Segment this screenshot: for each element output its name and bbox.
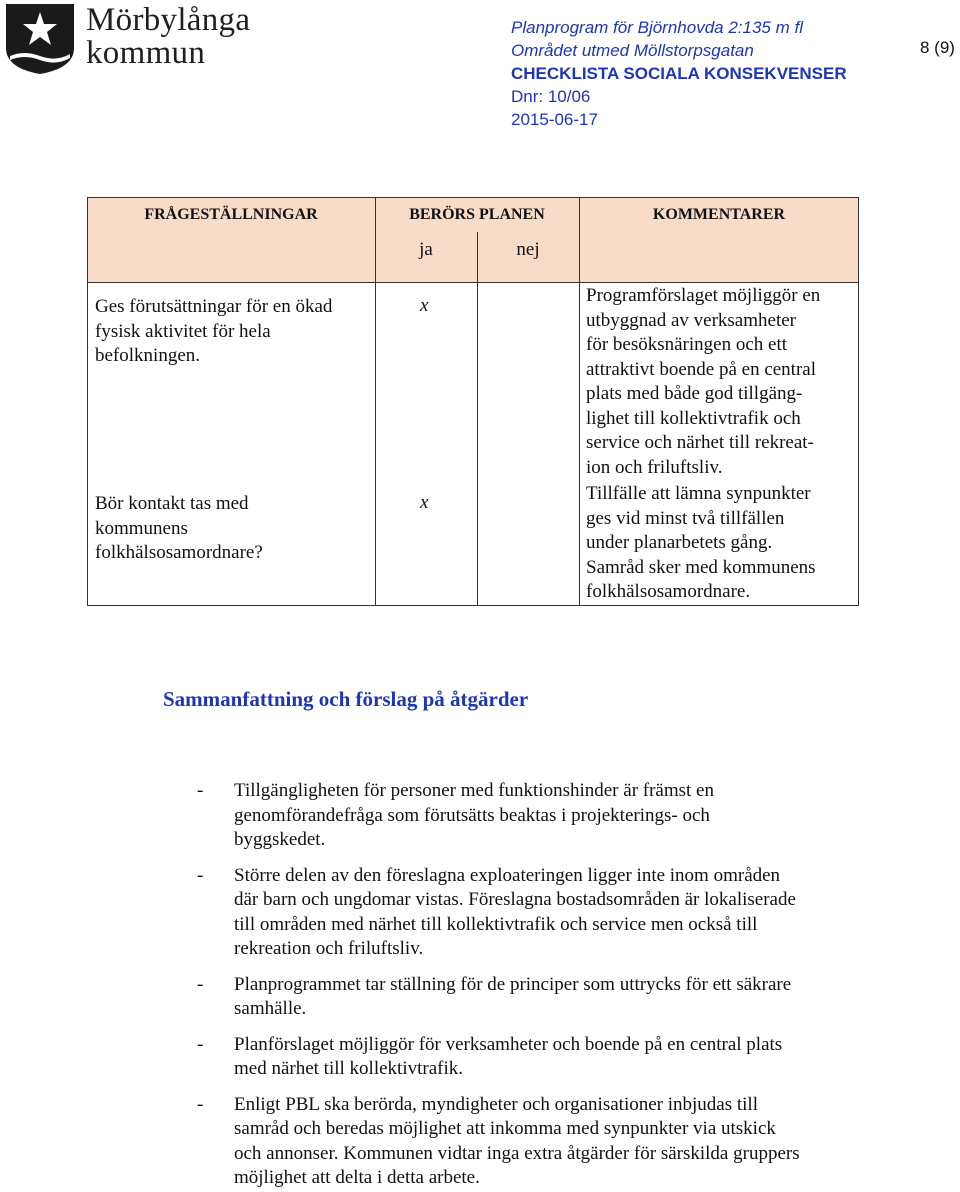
yes-mark: x	[420, 295, 429, 316]
list-item: - Tillgängligheten för personer med funktionshinder är främst en genomförandefråga som förutsätts beaktas i projekterings- och byggskedet.	[197, 780, 714, 850]
document-header	[511, 16, 847, 131]
logo-name-line1: Mörbylånga	[86, 2, 251, 38]
header-questions: FRÅGESTÄLLNINGAR	[144, 206, 318, 223]
table-row-comment: Programförslaget möjliggör en utbyggnad av verksamheter för besöksnäringen och ett attraktivt boende på en central plats med både god tillgäng- lighet till kollektivtrafik och service och närhet till rekreat- ion och friluftsliv.	[586, 285, 821, 478]
header-yes: ja	[419, 239, 433, 260]
header-no: nej	[516, 239, 540, 260]
list-item: - Enligt PBL ska berörda, myndigheter och organisationer inbjudas till samråd och beredas möjlighet att inkomma med synpunkter via utskick och annonser. Kommunen vidtar inga extra åtgärder för särskilda gruppers möjlighet att delta i detta arbete.	[197, 1093, 800, 1188]
column-divider	[579, 197, 580, 606]
municipality-logo	[4, 2, 254, 78]
dash-bullet: -	[197, 780, 204, 801]
table-row-comment: Tillfälle att lämna synpunkter ges vid minst två tillfällen under planarbetets gång. Samråd sker med kommunens folkhälsosamordnare.	[586, 483, 816, 602]
coat-of-arms-icon	[4, 2, 76, 76]
table-row-question: Ges förutsättningar för en ökad fysisk aktivitet för hela befolkningen.	[95, 296, 333, 366]
header-comments: KOMMENTARER	[652, 206, 786, 223]
table-border-left	[87, 197, 88, 606]
document-date: 2015-06-17	[511, 110, 598, 129]
logo-name-line2: kommun	[86, 35, 206, 71]
list-item: - Större delen av den föreslagna exploateringen ligger inte inom områden där barn och ungdomar vistas. Föreslagna bostadsområden är lokaliserade till områden med närhet till kollektivtrafik och service men också till rekreation och friluftsliv.	[197, 864, 796, 959]
dnr: Dnr: 10/06	[511, 87, 591, 106]
dash-bullet: -	[197, 1033, 204, 1055]
table-border-bottom	[87, 605, 859, 606]
dash-bullet: -	[197, 973, 204, 995]
header-affects-plan: BERÖRS PLANEN	[409, 206, 545, 223]
document-subtitle: Området utmed Möllstorpsgatan	[511, 41, 754, 60]
dash-bullet: -	[197, 864, 204, 886]
list-item: - Planprogrammet tar ställning för de principer som uttrycks för ett säkrare samhälle.	[197, 973, 792, 1019]
table-border-top	[87, 197, 859, 198]
summary-list	[197, 779, 897, 1191]
yes-mark: x	[420, 492, 429, 513]
page-number: 8 (9)	[920, 38, 955, 57]
column-divider-yes-no	[477, 232, 478, 606]
table-border-right	[858, 197, 859, 606]
logo-wordmark	[86, 4, 250, 70]
list-item: - Planförslaget möjliggör för verksamheter och boende på en central plats med närhet till kollektivtrafik.	[197, 1033, 783, 1079]
summary-heading: Sammanfattning och förslag på åtgärder	[163, 687, 529, 711]
checklist-heading: CHECKLISTA SOCIALA KONSEKVENSER	[511, 64, 847, 83]
document-title: Planprogram för Björnhovda 2:135 m fl	[511, 18, 803, 37]
header-divider	[87, 282, 859, 283]
table-row-question: Bör kontakt tas med kommunens folkhälsosamordnare?	[95, 493, 263, 563]
dash-bullet: -	[197, 1093, 204, 1115]
checklist-table	[87, 197, 859, 606]
